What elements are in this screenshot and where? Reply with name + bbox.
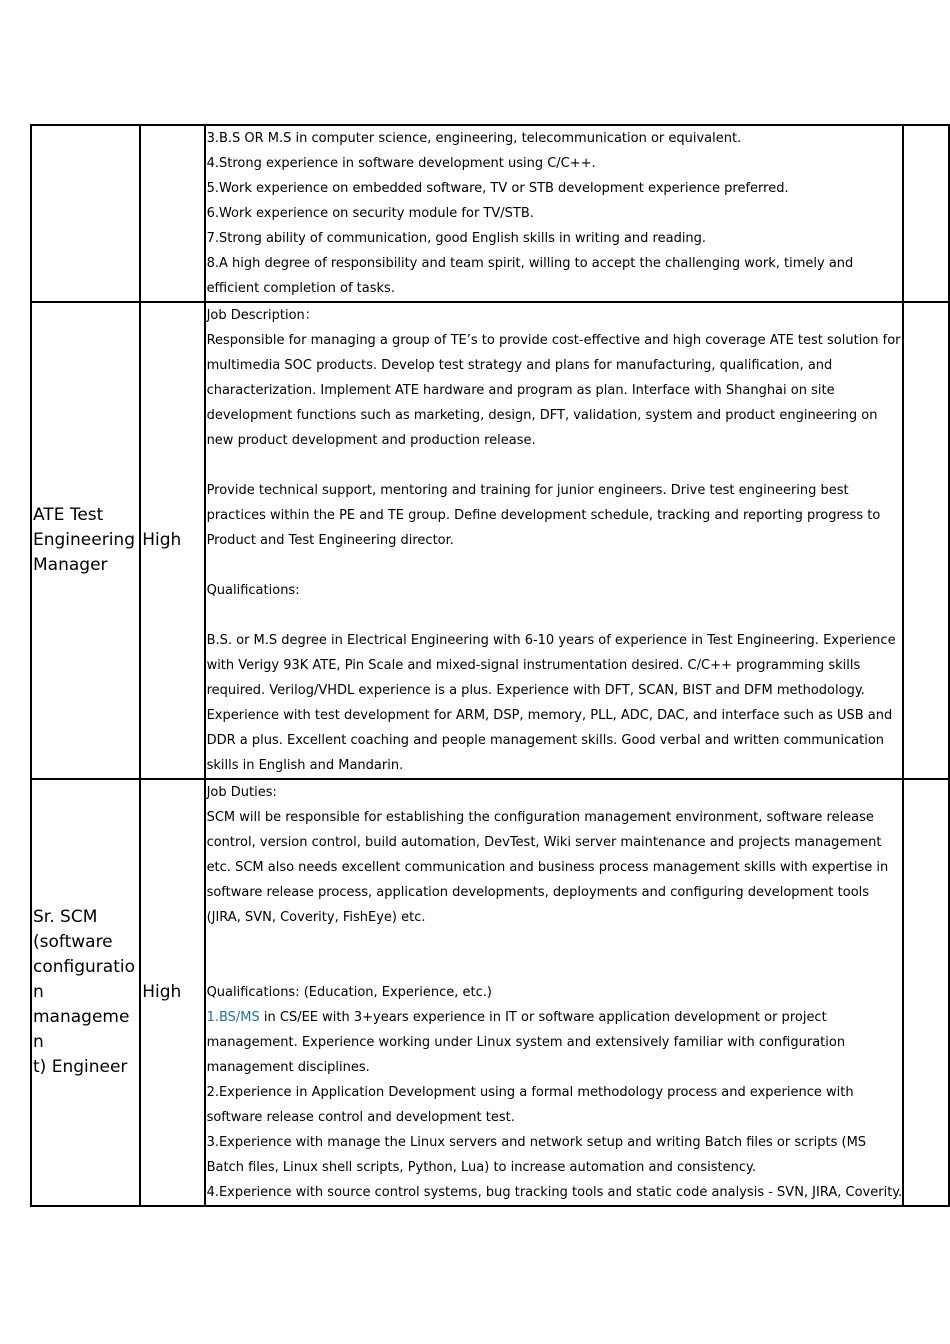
desc-line: Job Duties: — [206, 785, 277, 800]
description-cell — [205, 125, 904, 302]
desc-line — [207, 1005, 903, 1030]
job-title-line: t) Engineer — [33, 1057, 128, 1077]
job-title-cell — [31, 125, 140, 302]
desc-line: Responsible for managing a group of TE’s to provide cost-effective and high coverage ATE test solution for — [206, 333, 901, 348]
priority-cell: High — [140, 302, 204, 779]
desc-line: Qualifications: (Education, Experience, etc.) — [206, 985, 492, 1000]
desc-line: Experience with test development for ARM, DSP, memory, PLL, ADC, DAC, and interface such as USB and — [206, 708, 893, 723]
desc-line: 4.Experience with source control systems, bug tracking tools and static code analysis - SVN, JIRA, Coverity. — [206, 1185, 903, 1200]
desc-line: 5.Work experience on embedded software, TV or STB development experience preferred. — [206, 181, 789, 196]
desc-line: efficient completion of tasks. — [206, 281, 395, 296]
job-title-line: n — [33, 982, 44, 1002]
desc-line: multimedia SOC products. Develop test strategy and plans for manufacturing, qualification, and — [206, 358, 833, 373]
desc-line — [207, 453, 903, 478]
job-title-cell — [31, 302, 140, 779]
desc-line: skills in English and Mandarin. — [206, 758, 404, 773]
desc-line: Product and Test Engineering director. — [206, 533, 454, 548]
desc-line: software release control and development test. — [206, 1110, 515, 1125]
job-title-line: ATE Test — [33, 505, 104, 525]
desc-line: etc. SCM also needs excellent communication and business process management skills with expertise in — [206, 860, 889, 875]
desc-line: (JIRA, SVN, Coverity, FishEye) etc. — [206, 910, 426, 925]
table-row — [31, 125, 949, 302]
desc-line: DDR a plus. Excellent coaching and people management skills. Good verbal and written communication — [206, 733, 885, 748]
job-title-line: configuratio — [33, 957, 135, 977]
desc-line: 3.Experience with manage the Linux servers and network setup and writing Batch files or scripts (MS — [206, 1135, 867, 1150]
empty-cell — [903, 779, 949, 1206]
job-title-line: managemen — [33, 1007, 130, 1052]
qualification-text: in CS/EE with 3+years experience in IT or software application development or project — [259, 1010, 827, 1025]
desc-line: 3.B.S OR M.S in computer science, engineering, telecommunication or equivalent. — [206, 131, 742, 146]
desc-line: management. Experience working under Linux system and extensively familiar with configuration — [206, 1035, 846, 1050]
job-title-line: (software — [33, 932, 113, 952]
desc-line: with Verigy 93K ATE, Pin Scale and mixed-signal instrumentation desired. C/C++ programming skills — [206, 658, 861, 673]
desc-line — [207, 553, 903, 578]
empty-cell — [903, 302, 949, 779]
empty-cell — [903, 125, 949, 302]
job-title-line: Manager — [33, 555, 108, 575]
qualification-link[interactable]: 1.BS/MS — [206, 1010, 260, 1025]
desc-line: Provide technical support, mentoring and training for junior engineers. Drive test engineering best — [206, 483, 849, 498]
desc-line: 4.Strong experience in software development using C/C++. — [206, 156, 596, 171]
table-row — [31, 302, 949, 779]
priority-cell: High — [140, 779, 204, 1206]
desc-line — [207, 955, 903, 980]
job-title-cell — [31, 779, 140, 1206]
desc-line: Batch files, Linux shell scripts, Python, Lua) to increase automation and consistency. — [206, 1160, 757, 1175]
desc-line: characterization. Implement ATE hardware and program as plan. Interface with Shanghai on site — [206, 383, 835, 398]
job-title-line: Engineering — [33, 530, 135, 550]
desc-line: Qualifications: — [206, 583, 300, 598]
desc-line: management disciplines. — [206, 1060, 370, 1075]
desc-line: software release process, application developments, deployments and configuring development tools — [206, 885, 870, 900]
desc-line: 6.Work experience on security module for TV/STB. — [206, 206, 534, 221]
description-cell — [205, 302, 904, 779]
desc-line: required. Verilog/VHDL experience is a plus. Experience with DFT, SCAN, BIST and DFM methodology. — [206, 683, 865, 698]
desc-line — [207, 603, 903, 628]
desc-line: B.S. or M.S degree in Electrical Engineering with 6-10 years of experience in Test Engineering. Experience — [206, 633, 896, 648]
desc-line: Job Description： — [206, 308, 318, 323]
desc-line — [207, 930, 903, 955]
description-cell — [205, 779, 904, 1206]
job-table — [30, 124, 950, 1207]
desc-line: 7.Strong ability of communication, good English skills in writing and reading. — [206, 231, 707, 246]
desc-line: 8.A high degree of responsibility and team spirit, willing to accept the challenging work, timely and — [206, 256, 854, 271]
desc-line: 2.Experience in Application Development using a formal methodology process and experience with — [206, 1085, 854, 1100]
priority-cell — [140, 125, 204, 302]
table-row — [31, 779, 949, 1206]
desc-line: SCM will be responsible for establishing the configuration management environment, software release — [206, 810, 874, 825]
job-title-line: Sr. SCM — [33, 907, 98, 927]
desc-line: control, version control, build automation, DevTest, Wiki server maintenance and projects management — [206, 835, 882, 850]
desc-line: new product development and production release. — [206, 433, 536, 448]
desc-line: practices within the PE and TE group. Define development schedule, tracking and reporting progress to — [206, 508, 881, 523]
desc-line: development functions such as marketing, design, DFT, validation, system and product engineering on — [206, 408, 878, 423]
